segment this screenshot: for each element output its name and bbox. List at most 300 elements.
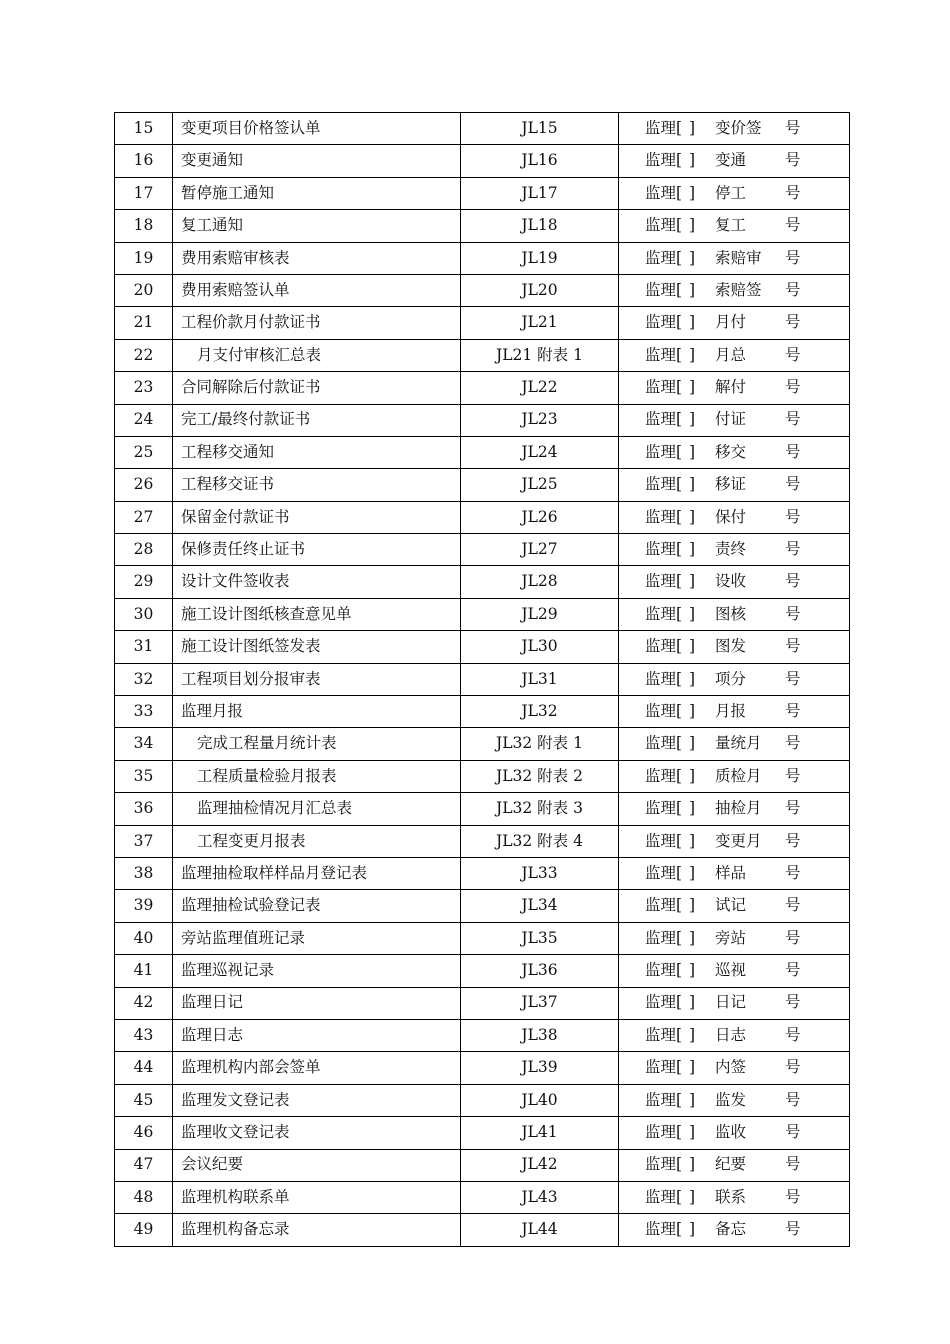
bracket-close: ] <box>689 248 696 267</box>
document-number-format <box>619 663 850 695</box>
table-row <box>115 922 850 954</box>
form-name: 监理收文登记表 <box>173 1117 461 1149</box>
table-row <box>115 631 850 663</box>
number-key: 停工 <box>715 183 747 202</box>
row-number: 49 <box>115 1214 173 1246</box>
table-row <box>115 890 850 922</box>
number-key: 变价签 <box>715 118 762 137</box>
number-suffix: 号 <box>785 669 801 688</box>
document-number-format <box>619 210 850 242</box>
number-prefix: 监理[ <box>645 1058 683 1077</box>
table-row <box>115 793 850 825</box>
document-number-format <box>619 825 850 857</box>
number-prefix: 监理[ <box>645 637 683 656</box>
document-number-format <box>619 404 850 436</box>
table-row <box>115 696 850 728</box>
number-suffix: 号 <box>785 831 801 850</box>
table-row <box>115 663 850 695</box>
table-row <box>115 760 850 792</box>
form-name: 保留金付款证书 <box>173 501 461 533</box>
bracket-close: ] <box>689 961 696 980</box>
number-key: 试记 <box>715 896 747 915</box>
number-suffix: 号 <box>785 540 801 559</box>
form-name: 监理抽检情况月汇总表 <box>173 793 461 825</box>
row-number: 21 <box>115 307 173 339</box>
number-key: 付证 <box>715 410 747 429</box>
number-key: 变通 <box>715 151 747 170</box>
form-name: 监理发文登记表 <box>173 1084 461 1116</box>
document-number-format <box>619 469 850 501</box>
bracket-close: ] <box>689 183 696 202</box>
table-row <box>115 339 850 371</box>
number-key: 监发 <box>715 1090 747 1109</box>
number-key: 月总 <box>715 345 747 364</box>
form-name: 费用索赔审核表 <box>173 242 461 274</box>
document-number-format <box>619 1019 850 1051</box>
bracket-close: ] <box>689 896 696 915</box>
row-number: 29 <box>115 566 173 598</box>
row-number: 17 <box>115 177 173 209</box>
number-suffix: 号 <box>785 993 801 1012</box>
document-number-format <box>619 113 850 145</box>
number-suffix: 号 <box>785 701 801 720</box>
number-suffix: 号 <box>785 637 801 656</box>
table-row <box>115 1019 850 1051</box>
form-name: 保修责任终止证书 <box>173 534 461 566</box>
row-number: 16 <box>115 145 173 177</box>
bracket-close: ] <box>689 540 696 559</box>
form-name: 监理抽检试验登记表 <box>173 890 461 922</box>
form-code: JL22 <box>461 372 619 404</box>
form-code: JL36 <box>461 955 619 987</box>
number-suffix: 号 <box>785 572 801 591</box>
number-suffix: 号 <box>785 1090 801 1109</box>
number-prefix: 监理[ <box>645 151 683 170</box>
bracket-close: ] <box>689 378 696 397</box>
number-prefix: 监理[ <box>645 248 683 267</box>
document-number-format <box>619 1181 850 1213</box>
form-code: JL17 <box>461 177 619 209</box>
forms-table-container <box>114 112 849 1247</box>
document-number-format <box>619 987 850 1019</box>
number-key: 索赔签 <box>715 280 762 299</box>
form-name: 月支付审核汇总表 <box>173 339 461 371</box>
document-number-format <box>619 242 850 274</box>
bracket-close: ] <box>689 799 696 818</box>
number-suffix: 号 <box>785 183 801 202</box>
row-number: 34 <box>115 728 173 760</box>
form-code: JL25 <box>461 469 619 501</box>
form-name: 完工/最终付款证书 <box>173 404 461 436</box>
number-suffix: 号 <box>785 1025 801 1044</box>
form-code: JL40 <box>461 1084 619 1116</box>
table-row <box>115 1052 850 1084</box>
bracket-close: ] <box>689 863 696 882</box>
number-suffix: 号 <box>785 928 801 947</box>
form-code: JL35 <box>461 922 619 954</box>
document-number-format <box>619 1214 850 1246</box>
document-number-format <box>619 1149 850 1181</box>
row-number: 24 <box>115 404 173 436</box>
form-code: JL21 <box>461 307 619 339</box>
table-row <box>115 1214 850 1246</box>
document-number-format <box>619 890 850 922</box>
number-suffix: 号 <box>785 1123 801 1142</box>
table-row <box>115 501 850 533</box>
row-number: 35 <box>115 760 173 792</box>
number-key: 抽检月 <box>715 799 762 818</box>
bracket-close: ] <box>689 313 696 332</box>
form-code: JL18 <box>461 210 619 242</box>
number-prefix: 监理[ <box>645 313 683 332</box>
form-name: 工程项目划分报审表 <box>173 663 461 695</box>
row-number: 26 <box>115 469 173 501</box>
table-row <box>115 177 850 209</box>
number-suffix: 号 <box>785 118 801 137</box>
table-row <box>115 728 850 760</box>
number-prefix: 监理[ <box>645 378 683 397</box>
number-key: 日志 <box>715 1025 747 1044</box>
form-code: JL32 附表 3 <box>461 793 619 825</box>
bracket-close: ] <box>689 831 696 850</box>
bracket-close: ] <box>689 1187 696 1206</box>
form-code: JL37 <box>461 987 619 1019</box>
bracket-close: ] <box>689 993 696 1012</box>
bracket-close: ] <box>689 151 696 170</box>
number-suffix: 号 <box>785 961 801 980</box>
number-key: 旁站 <box>715 928 747 947</box>
table-row <box>115 307 850 339</box>
table-row <box>115 857 850 889</box>
document-number-format <box>619 372 850 404</box>
table-row <box>115 436 850 468</box>
number-key: 月报 <box>715 701 747 720</box>
row-number: 22 <box>115 339 173 371</box>
number-suffix: 号 <box>785 734 801 753</box>
number-prefix: 监理[ <box>645 961 683 980</box>
document-number-format <box>619 501 850 533</box>
bracket-close: ] <box>689 701 696 720</box>
number-suffix: 号 <box>785 475 801 494</box>
number-suffix: 号 <box>785 378 801 397</box>
row-number: 32 <box>115 663 173 695</box>
table-row <box>115 1181 850 1213</box>
form-name: 工程质量检验月报表 <box>173 760 461 792</box>
number-suffix: 号 <box>785 410 801 429</box>
table-row <box>115 534 850 566</box>
number-key: 变更月 <box>715 831 762 850</box>
bracket-close: ] <box>689 572 696 591</box>
document-number-format <box>619 274 850 306</box>
form-code: JL26 <box>461 501 619 533</box>
bracket-close: ] <box>689 280 696 299</box>
form-name: 工程移交证书 <box>173 469 461 501</box>
number-key: 移交 <box>715 442 747 461</box>
row-number: 27 <box>115 501 173 533</box>
form-code: JL20 <box>461 274 619 306</box>
number-suffix: 号 <box>785 1155 801 1174</box>
bracket-close: ] <box>689 1123 696 1142</box>
form-code: JL43 <box>461 1181 619 1213</box>
row-number: 42 <box>115 987 173 1019</box>
number-prefix: 监理[ <box>645 1220 683 1239</box>
number-suffix: 号 <box>785 799 801 818</box>
row-number: 15 <box>115 113 173 145</box>
form-code: JL32 <box>461 696 619 728</box>
document-number-format <box>619 145 850 177</box>
document-number-format <box>619 1084 850 1116</box>
form-name: 监理巡视记录 <box>173 955 461 987</box>
document-number-format <box>619 696 850 728</box>
form-code: JL19 <box>461 242 619 274</box>
form-name: 监理抽检取样样品月登记表 <box>173 857 461 889</box>
table-row <box>115 372 850 404</box>
number-prefix: 监理[ <box>645 183 683 202</box>
number-suffix: 号 <box>785 896 801 915</box>
document-number-format <box>619 566 850 598</box>
form-name: 暂停施工通知 <box>173 177 461 209</box>
number-prefix: 监理[ <box>645 993 683 1012</box>
table-row <box>115 1084 850 1116</box>
bracket-close: ] <box>689 1155 696 1174</box>
number-prefix: 监理[ <box>645 766 683 785</box>
bracket-close: ] <box>689 410 696 429</box>
number-prefix: 监理[ <box>645 1090 683 1109</box>
form-code: JL31 <box>461 663 619 695</box>
number-prefix: 监理[ <box>645 604 683 623</box>
number-prefix: 监理[ <box>645 1123 683 1142</box>
number-prefix: 监理[ <box>645 410 683 429</box>
bracket-close: ] <box>689 734 696 753</box>
number-suffix: 号 <box>785 280 801 299</box>
table-row <box>115 404 850 436</box>
table-row <box>115 825 850 857</box>
document-number-format <box>619 793 850 825</box>
number-suffix: 号 <box>785 507 801 526</box>
number-suffix: 号 <box>785 216 801 235</box>
bracket-close: ] <box>689 216 696 235</box>
document-number-format <box>619 922 850 954</box>
form-name: 监理机构内部会签单 <box>173 1052 461 1084</box>
row-number: 28 <box>115 534 173 566</box>
document-number-format <box>619 760 850 792</box>
form-code: JL15 <box>461 113 619 145</box>
form-code: JL33 <box>461 857 619 889</box>
bracket-close: ] <box>689 1058 696 1077</box>
document-number-format <box>619 534 850 566</box>
number-key: 日记 <box>715 993 747 1012</box>
row-number: 41 <box>115 955 173 987</box>
number-prefix: 监理[ <box>645 799 683 818</box>
form-code: JL44 <box>461 1214 619 1246</box>
form-name: 工程价款月付款证书 <box>173 307 461 339</box>
number-key: 内签 <box>715 1058 747 1077</box>
table-row <box>115 274 850 306</box>
form-name: 完成工程量月统计表 <box>173 728 461 760</box>
row-number: 44 <box>115 1052 173 1084</box>
form-name: 会议纪要 <box>173 1149 461 1181</box>
number-key: 联系 <box>715 1187 747 1206</box>
row-number: 30 <box>115 598 173 630</box>
number-key: 监收 <box>715 1123 747 1142</box>
row-number: 33 <box>115 696 173 728</box>
number-key: 量统月 <box>715 734 762 753</box>
bracket-close: ] <box>689 1090 696 1109</box>
number-key: 复工 <box>715 216 747 235</box>
form-name: 监理月报 <box>173 696 461 728</box>
number-prefix: 监理[ <box>645 896 683 915</box>
number-prefix: 监理[ <box>645 572 683 591</box>
row-number: 45 <box>115 1084 173 1116</box>
number-key: 样品 <box>715 863 747 882</box>
document-number-format <box>619 598 850 630</box>
row-number: 25 <box>115 436 173 468</box>
form-code: JL30 <box>461 631 619 663</box>
document-number-format <box>619 857 850 889</box>
number-key: 备忘 <box>715 1220 747 1239</box>
row-number: 39 <box>115 890 173 922</box>
table-row <box>115 145 850 177</box>
row-number: 48 <box>115 1181 173 1213</box>
table-body <box>115 113 850 1247</box>
form-code: JL28 <box>461 566 619 598</box>
bracket-close: ] <box>689 118 696 137</box>
document-number-format <box>619 307 850 339</box>
number-key: 移证 <box>715 475 747 494</box>
form-name: 复工通知 <box>173 210 461 242</box>
form-name: 监理日志 <box>173 1019 461 1051</box>
number-prefix: 监理[ <box>645 475 683 494</box>
number-suffix: 号 <box>785 442 801 461</box>
form-code: JL42 <box>461 1149 619 1181</box>
number-key: 责终 <box>715 540 747 559</box>
row-number: 38 <box>115 857 173 889</box>
number-key: 保付 <box>715 507 747 526</box>
table-row <box>115 566 850 598</box>
form-code: JL32 附表 4 <box>461 825 619 857</box>
form-name: 旁站监理值班记录 <box>173 922 461 954</box>
number-prefix: 监理[ <box>645 540 683 559</box>
document-number-format <box>619 177 850 209</box>
number-suffix: 号 <box>785 345 801 364</box>
form-name: 设计文件签收表 <box>173 566 461 598</box>
bracket-close: ] <box>689 766 696 785</box>
form-code: JL32 附表 1 <box>461 728 619 760</box>
form-code: JL34 <box>461 890 619 922</box>
form-code: JL16 <box>461 145 619 177</box>
number-key: 设收 <box>715 572 747 591</box>
number-prefix: 监理[ <box>645 1155 683 1174</box>
table-row <box>115 242 850 274</box>
number-key: 月付 <box>715 313 747 332</box>
bracket-close: ] <box>689 1025 696 1044</box>
row-number: 20 <box>115 274 173 306</box>
table-row <box>115 1117 850 1149</box>
form-name: 费用索赔签认单 <box>173 274 461 306</box>
form-name: 施工设计图纸签发表 <box>173 631 461 663</box>
form-code: JL23 <box>461 404 619 436</box>
number-prefix: 监理[ <box>645 280 683 299</box>
table-row <box>115 1149 850 1181</box>
number-prefix: 监理[ <box>645 863 683 882</box>
number-prefix: 监理[ <box>645 442 683 461</box>
document-number-format <box>619 436 850 468</box>
row-number: 36 <box>115 793 173 825</box>
form-name: 工程变更月报表 <box>173 825 461 857</box>
number-suffix: 号 <box>785 604 801 623</box>
document-number-format <box>619 1052 850 1084</box>
number-suffix: 号 <box>785 1187 801 1206</box>
bracket-close: ] <box>689 475 696 494</box>
number-prefix: 监理[ <box>645 928 683 947</box>
form-name: 监理日记 <box>173 987 461 1019</box>
number-prefix: 监理[ <box>645 701 683 720</box>
row-number: 31 <box>115 631 173 663</box>
number-key: 解付 <box>715 378 747 397</box>
form-name: 监理机构联系单 <box>173 1181 461 1213</box>
form-name: 监理机构备忘录 <box>173 1214 461 1246</box>
number-key: 图核 <box>715 604 747 623</box>
form-name: 合同解除后付款证书 <box>173 372 461 404</box>
number-suffix: 号 <box>785 248 801 267</box>
number-suffix: 号 <box>785 863 801 882</box>
form-code: JL27 <box>461 534 619 566</box>
number-suffix: 号 <box>785 1220 801 1239</box>
form-name: 变更项目价格签认单 <box>173 113 461 145</box>
number-prefix: 监理[ <box>645 734 683 753</box>
number-prefix: 监理[ <box>645 831 683 850</box>
number-key: 索赔审 <box>715 248 762 267</box>
number-prefix: 监理[ <box>645 1025 683 1044</box>
number-suffix: 号 <box>785 313 801 332</box>
number-prefix: 监理[ <box>645 345 683 364</box>
form-code: JL21 附表 1 <box>461 339 619 371</box>
document-number-format <box>619 728 850 760</box>
row-number: 43 <box>115 1019 173 1051</box>
number-key: 巡视 <box>715 961 747 980</box>
form-name: 工程移交通知 <box>173 436 461 468</box>
form-code: JL24 <box>461 436 619 468</box>
document-number-format <box>619 955 850 987</box>
number-key: 纪要 <box>715 1155 747 1174</box>
number-prefix: 监理[ <box>645 669 683 688</box>
bracket-close: ] <box>689 637 696 656</box>
document-number-format <box>619 339 850 371</box>
number-prefix: 监理[ <box>645 1187 683 1206</box>
form-name: 变更通知 <box>173 145 461 177</box>
number-suffix: 号 <box>785 766 801 785</box>
row-number: 40 <box>115 922 173 954</box>
number-suffix: 号 <box>785 151 801 170</box>
number-key: 质检月 <box>715 766 762 785</box>
number-key: 项分 <box>715 669 747 688</box>
bracket-close: ] <box>689 604 696 623</box>
form-code: JL32 附表 2 <box>461 760 619 792</box>
table-row <box>115 987 850 1019</box>
table-row <box>115 210 850 242</box>
document-number-format <box>619 631 850 663</box>
form-code: JL38 <box>461 1019 619 1051</box>
supervision-forms-table <box>114 112 850 1247</box>
row-number: 37 <box>115 825 173 857</box>
form-code: JL29 <box>461 598 619 630</box>
bracket-close: ] <box>689 928 696 947</box>
row-number: 18 <box>115 210 173 242</box>
table-row <box>115 469 850 501</box>
table-row <box>115 598 850 630</box>
bracket-close: ] <box>689 442 696 461</box>
table-row <box>115 113 850 145</box>
